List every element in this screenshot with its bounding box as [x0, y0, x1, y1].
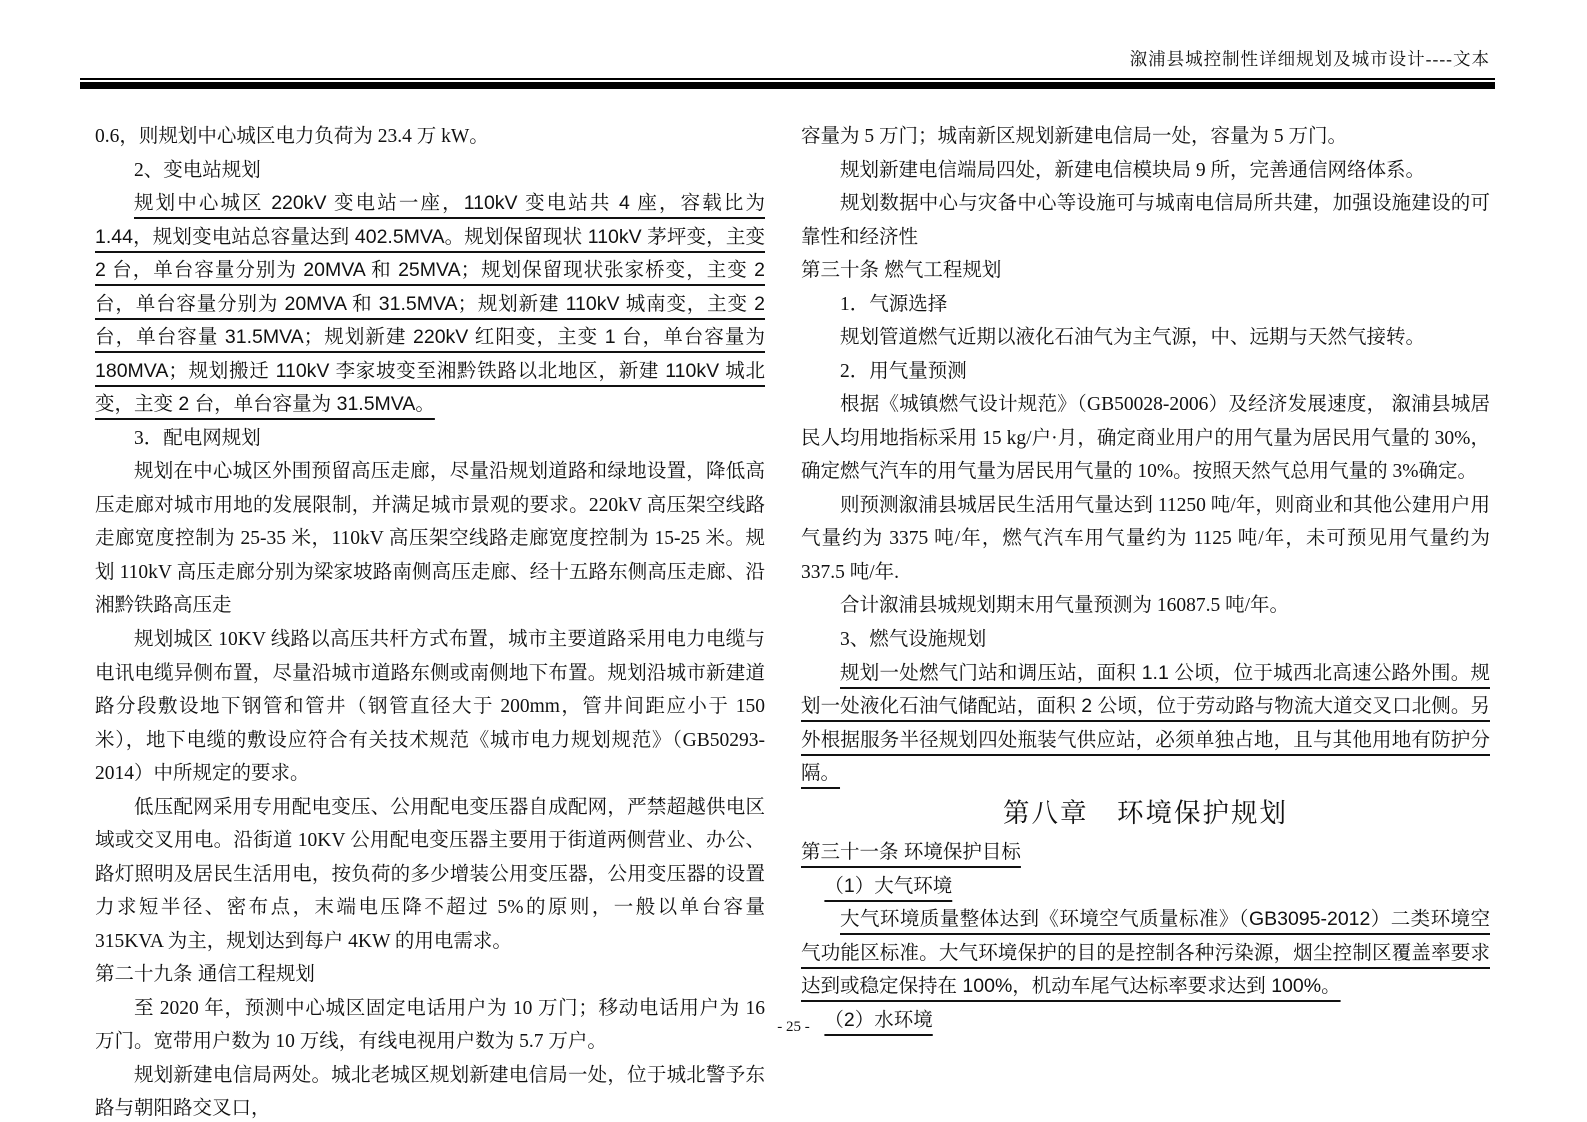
chapter-heading-chapter8: 第八章 环境保护规划 — [1003, 797, 1288, 828]
list-item-gas-forecast: 2．用气量预测 — [840, 360, 967, 382]
list-item-distribution: 3．配电网规划 — [134, 427, 261, 449]
paragraph: 根据《城镇燃气设计规范》（GB50028-2006）及经济发展速度， 溆浦县城居民人均用地指标采用 15 kg/户·月，确定商业用户的用气量为居民用气量的 30%，确定燃气汽车的用气量为居民用气量的 10%。按照天然气总用气量的 3%确定。 — [801, 394, 1490, 483]
subsection-heading-water: （2）水环境 — [824, 1008, 933, 1031]
paragraph: 合计溆浦县城规划期末用气量预测为 16087.5 吨/年。 — [840, 595, 1290, 617]
paragraph: 规划管道燃气近期以液化石油气为主气源，中、远期与天然气接转。 — [840, 327, 1426, 349]
two-column-body — [95, 120, 1490, 1122]
paragraph-continuation: 0.6，则规划中心城区电力负荷为 23.4 万 kW。 — [95, 126, 489, 147]
subsection-heading-air: （1）大气环境 — [824, 874, 953, 897]
emphasized-paragraph: 规划一处燃气门站和调压站，面积 1.1 公顷，位于城西北高速公路外围。规划一处液化石油气储配站，面积 2 公顷，位于劳动路与物流大道交叉口北侧。另外根据服务半径规划四处瓶装气供应站，必须单独占地，且与其他用地有防护分隔。 — [801, 661, 1490, 785]
paragraph: 至 2020 年，预测中心城区固定电话用户为 10 万门；移动电话用户为 16 万门。宽带用户数为 10 万线，有线电视用户数为 5.7 万户。 — [95, 997, 765, 1053]
header-rule — [80, 78, 1495, 89]
section-heading-article29: 第二十九条 通信工程规划 — [95, 963, 315, 986]
list-item-gas-source: 1．气源选择 — [840, 293, 948, 315]
paragraph: 规划城区 10KV 线路以高压共杆方式布置，城市主要道路采用电力电缆与电讯电缆异侧布置，尽量沿城市道路东侧或南侧地下布置。规划沿城市新建道路分段敷设地下钢管和管井（钢管直径大于 200mm，管井间距应小于 150 米），地下电缆的敷设应符合有关技术规范《城市电力规划规范》（GB50293-2014）中所规定的要求。 — [95, 628, 765, 785]
left-column — [95, 120, 765, 1122]
paragraph: 则预测溆浦县城居民生活用气量达到 11250 吨/年，则商业和其他公建用户用气量约为 3375 吨/年，燃气汽车用气量约为 1125 吨/年，未可预见用气量约为 337.5 吨/年. — [801, 494, 1490, 583]
document-header-title: 溆浦县城控制性详细规划及城市设计----文本 — [1129, 49, 1490, 69]
paragraph: 规划数据中心与灾备中心等设施可与城南电信局所共建，加强设施建设的可靠性和经济性 — [801, 193, 1490, 248]
emphasized-paragraph: 大气环境质量整体达到《环境空气质量标准》（GB3095-2012）二类环境空气功能区标准。大气环境保护的目的是控制各种污染源，烟尘控制区覆盖率要求达到或稳定保持在 100%，机动车尾气达标率要求达到 100%。 — [801, 908, 1490, 998]
list-item-substation: 2、变电站规划 — [134, 159, 261, 181]
paragraph: 低压配网采用专用配电变压、公用配电变压器自成配网，严禁超越供电区域或交叉用电。沿街道 10KV 公用配电变压器主要用于街道两侧营业、办公、路灯照明及居民生活用电，按负荷的多少增装公用变压器，公用变压器的设置力求短半径、密布点，末端电压降不超过 5%的原则，一般以单台容量 315KVA 为主，规划达到每户 4KW 的用电需求。 — [95, 796, 765, 952]
section-heading-article30: 第三十条 燃气工程规划 — [801, 259, 1002, 282]
paragraph: 规划在中心城区外围预留高压走廊，尽量沿规划道路和绿地设置，降低高压走廊对城市用地的发展限制，并满足城市景观的要求。220kV 高压架空线路走廊宽度控制为 25-35 米，110kV 高压架空线路走廊宽度控制为 15-25 米。规划 110kV 高压走廊分别为梁家坡路南侧高压走廊、经十五路东侧高压走廊、沿湘黔铁路高压走 — [95, 461, 765, 617]
page-number: - 25 - — [777, 1019, 810, 1035]
paragraph: 规划新建电信局两处。城北老城区规划新建电信局一处，位于城北警予东路与朝阳路交叉口， — [95, 1064, 765, 1120]
header-rule-thick-line — [80, 82, 1495, 89]
paragraph-continuation: 容量为 5 万门；城南新区规划新建电信局一处，容量为 5 万门。 — [801, 126, 1348, 147]
emphasized-paragraph: 规划中心城区 220kV 变电站一座，110kV 变电站共 4 座，容载比为 1.44，规划变电站总容量达到 402.5MVA。规划保留现状 110kV 茅坪变，主变 2 台，单台容量分别为 20MVA 和 25MVA；规划保留现状张家桥变，主变 2 台，单台容量分别为 20MVA 和 31.5MVA；规划新建 110kV 城南变，主变 2 台，单台容量 31.5MVA；规划新建 220kV 红阳变，主变 1 台，单台容量为 180MVA；规划搬迁 110kV 李家坡变至湘黔铁路以北地区，新建 110kV 城北变，主变 2 台，单台容量为 31.5MVA。 — [95, 192, 765, 416]
right-column — [801, 120, 1490, 1037]
list-item-gas-facility: 3、燃气设施规划 — [840, 628, 987, 650]
paragraph: 规划新建电信端局四处，新建电信模块局 9 所，完善通信网络体系。 — [840, 159, 1426, 181]
section-heading-article31: 第三十一条 环境保护目标 — [801, 841, 1021, 864]
